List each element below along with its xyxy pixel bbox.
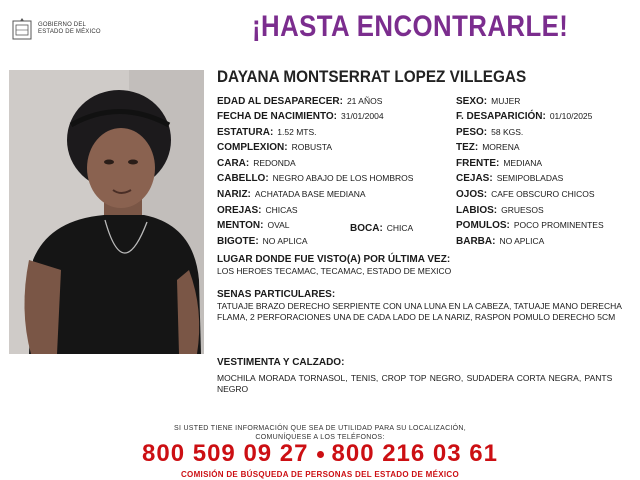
- field-labios: [456, 205, 544, 216]
- person-name: DAYANA MONTSERRAT LOPEZ VILLEGAS: [217, 67, 527, 86]
- field-label: BARBA:: [456, 236, 496, 247]
- field-boca: [350, 223, 413, 234]
- field-estatura: [217, 127, 317, 138]
- field-bigote: [217, 236, 308, 247]
- field-value: MUJER: [491, 96, 521, 106]
- headline: ¡HASTA ENCONTRARLE!: [252, 10, 569, 43]
- commission-name: COMISIÓN DE BÚSQUEDA DE PERSONAS DEL ESTADO DE MÉXICO: [180, 470, 459, 479]
- field-value: 01/10/2025: [549, 111, 593, 121]
- field-label: FECHA DE NACIMIENTO:: [217, 111, 337, 122]
- last-seen-text: LOS HEROES TECAMAC, TECAMAC, ESTADO DE MEXICO: [217, 266, 452, 276]
- clothing-text: MOCHILA MORADA TORNASOL, TENIS, CROP TOP NEGRO, SUDADERA CORTA NEGRA, PANTS NEGRO: [217, 373, 613, 394]
- field-cabello: [217, 173, 413, 184]
- field-orejas: [217, 205, 298, 216]
- field-value: CHICAS: [265, 205, 298, 215]
- field-nariz: [217, 189, 366, 200]
- field-frente: [456, 158, 542, 169]
- person-photo-icon: [9, 70, 204, 354]
- bullet-icon: [317, 451, 324, 458]
- field-value: CHICA: [386, 223, 414, 233]
- field-value: MORENA: [482, 142, 520, 152]
- field-value: GRUESOS: [501, 205, 544, 215]
- field-tez: [456, 142, 520, 153]
- field-label: LABIOS:: [456, 205, 498, 216]
- field-label: FRENTE:: [456, 158, 500, 169]
- field-pomulos: [456, 220, 604, 231]
- marks-title: SENAS PARTICULARES:: [217, 289, 336, 300]
- last-seen-title: LUGAR DONDE FUE VISTO(A) POR ÚLTIMA VEZ:: [217, 254, 451, 265]
- field-label: OREJAS:: [217, 205, 262, 216]
- field-label: SEXO:: [456, 96, 488, 107]
- field-value: SEMIPOBLADAS: [496, 173, 564, 183]
- field-value: 21 AÑOS: [346, 96, 383, 106]
- phone-2[interactable]: 800 216 03 61: [331, 440, 498, 467]
- field-label: F. DESAPARICIÓN:: [456, 111, 546, 122]
- field-value: POCO PROMINENTES: [513, 220, 604, 230]
- field-value: ROBUSTA: [291, 142, 333, 152]
- field-edad: [217, 96, 382, 107]
- footer-note-line-1: SI USTED TIENE INFORMACIÓN QUE SEA DE UTILIDAD PARA SU LOCALIZACIÓN,: [173, 425, 467, 432]
- logo-line-1: GOBIERNO DEL: [38, 22, 87, 28]
- field-label: BOCA:: [350, 223, 383, 234]
- field-value: 1.52 MTS.: [277, 127, 317, 137]
- field-label: TEZ:: [456, 142, 479, 153]
- field-label: OJOS:: [456, 189, 488, 200]
- field-ojos: [456, 189, 595, 200]
- clothing-title: VESTIMENTA Y CALZADO:: [217, 357, 345, 368]
- field-peso: [456, 127, 523, 138]
- field-cejas: [456, 173, 563, 184]
- field-fecha-desaparicion: [456, 111, 592, 122]
- field-fecha-nacimiento: [217, 111, 384, 122]
- footer-note-line-2: COMUNÍQUESE A LOS TELÉFONOS:: [255, 434, 385, 441]
- state-logo: [10, 16, 130, 46]
- field-menton: [217, 220, 290, 231]
- field-value: MEDIANA: [503, 158, 543, 168]
- field-label: ESTATURA:: [217, 127, 274, 138]
- field-value: CAFE OBSCURO CHICOS: [491, 189, 595, 199]
- field-label: POMULOS:: [456, 220, 510, 231]
- field-complexion: [217, 142, 332, 153]
- field-label: BIGOTE:: [217, 236, 259, 247]
- field-label: PESO:: [456, 127, 488, 138]
- field-value: NEGRO ABAJO DE LOS HOMBROS: [272, 173, 414, 183]
- field-label: EDAD AL DESAPARECER:: [217, 96, 343, 107]
- field-cara: [217, 158, 296, 169]
- field-label: COMPLEXION:: [217, 142, 288, 153]
- field-label: CEJAS:: [456, 173, 493, 184]
- phone-numbers: [0, 440, 640, 468]
- phone-1[interactable]: 800 509 09 27: [142, 440, 309, 467]
- person-photo: [9, 70, 204, 354]
- field-value: 31/01/2004: [341, 111, 384, 121]
- field-value: OVAL: [267, 220, 290, 230]
- field-label: CARA:: [217, 158, 250, 169]
- field-barba: [456, 236, 544, 247]
- field-value: 58 KGS.: [491, 127, 524, 137]
- marks-text: TATUAJE BRAZO DERECHO SERPIENTE CON UNA LUNA EN LA CABEZA, TATUAJE MANO DERECHA FLAMA, 2 PERFORACIONES UNA DE CADA LADO DE LA NARIZ, RASPON POMULO DERECHO 5CM: [217, 301, 622, 322]
- field-label: CABELLO:: [217, 173, 269, 184]
- field-label: MENTON:: [217, 220, 264, 231]
- field-value: NO APLICA: [262, 236, 308, 246]
- field-value: ACHATADA BASE MEDIANA: [254, 189, 366, 199]
- field-sexo: [456, 96, 520, 107]
- field-value: REDONDA: [253, 158, 296, 168]
- logo-line-2: ESTADO DE MÉXICO: [38, 29, 101, 35]
- field-value: NO APLICA: [499, 236, 545, 246]
- field-label: NARIZ:: [217, 189, 251, 200]
